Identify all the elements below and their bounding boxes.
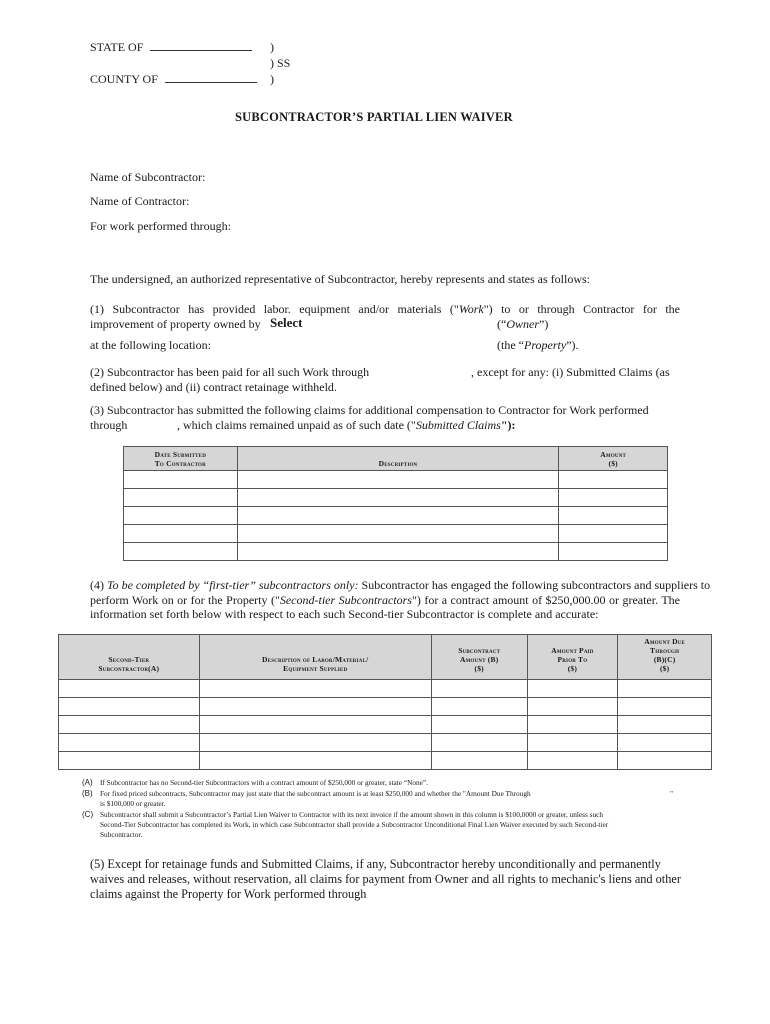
cell-date[interactable]: [124, 543, 238, 561]
paren-2: ): [270, 72, 274, 86]
h2-col4-line2: Prior To: [557, 655, 588, 664]
footnote-c: [82, 810, 712, 840]
footnote-a-label: (A): [82, 778, 93, 787]
subcontractor-name-label: Name of Subcontractor:: [90, 170, 206, 184]
cell-date[interactable]: [124, 525, 238, 543]
footnote-c-text2: Second-Tier Subcontractor has completed its Work, in which case Subcontractor shall provide a Subcontractor Unconditional Final Lien Waiver executed by such Second-tier: [100, 820, 609, 829]
p4-line1-b: Subcontractor has engaged the following subcontractors and suppliers to: [358, 578, 711, 592]
cell-amount-paid[interactable]: [527, 734, 618, 752]
p1-line1-a: (1) Subcontractor has provided labor. equipment and/or materials (": [90, 302, 459, 316]
table-row: [124, 507, 668, 525]
paragraph-1-line-1: [90, 302, 680, 317]
property-open: (the “: [497, 338, 524, 352]
cell-amount-due[interactable]: [618, 716, 712, 734]
p5-line2: waives and releases, without reservation, all claims for payment from Owner and all rights to mechanic's liens and other: [90, 872, 681, 886]
table-row: [59, 680, 712, 698]
footnote-b-tail: ": [670, 789, 673, 798]
h2-col3-line1: Subcontract: [458, 646, 501, 655]
cell-subcontractor[interactable]: [59, 752, 200, 770]
header-description: [237, 447, 559, 471]
page-title: SUBCONTRACTOR’S PARTIAL LIEN WAIVER: [235, 110, 513, 124]
header-description-text: Description: [378, 459, 418, 468]
p4-line2-wrap: [90, 593, 680, 608]
p3-line2-rest: [177, 418, 516, 433]
cell-subcontract-amount[interactable]: [431, 680, 527, 698]
p4-line1-wrap: [90, 578, 711, 593]
h2-col2-line1: Description of Labor/Material/: [262, 655, 369, 664]
footnote-c-text3: Subcontractor.: [100, 830, 143, 839]
cell-date[interactable]: [124, 471, 238, 489]
p3-line1: (3) Subcontractor has submitted the following claims for additional compensation to Contractor for Work performed: [90, 403, 649, 417]
owner-select[interactable]: Select: [270, 315, 303, 330]
table-row: [124, 471, 668, 489]
cell-description[interactable]: [237, 543, 559, 561]
header-second-tier: [59, 635, 200, 680]
cell-subcontract-amount[interactable]: [431, 752, 527, 770]
second-tier-table: [58, 634, 712, 770]
footnote-c-text: Subcontractor shall submit a Subcontractor’s Partial Lien Waiver to Contractor with its next invoice if the amount shown in this column is $100,0000 or greater, unless such: [100, 810, 604, 819]
cell-amount-paid[interactable]: [527, 752, 618, 770]
p4-line1-a: (4): [90, 578, 107, 592]
cell-description[interactable]: [199, 734, 431, 752]
table-row: [124, 543, 668, 561]
header-amount: [559, 447, 668, 471]
h2-col5-line3: (B)(C): [653, 655, 676, 664]
p4-line2-a: perform Work on or for the Property (": [90, 593, 280, 607]
cell-description[interactable]: [237, 507, 559, 525]
p4-line1: [90, 578, 711, 593]
cell-description[interactable]: [237, 471, 559, 489]
paren-1: ): [270, 40, 274, 54]
footnote-b: [82, 789, 712, 809]
contractor-name-label: Name of Contractor:: [90, 194, 190, 208]
footnote-b-text: For fixed priced subcontracts, Subcontractor may just state that the subcontract amount is at least $250,000 and whether the "Amount Due Through: [100, 789, 531, 798]
p1-line1-b: ") to or through Contractor for the: [483, 302, 681, 316]
owner-close: ”): [539, 317, 549, 331]
cell-date[interactable]: [124, 489, 238, 507]
cell-amount[interactable]: [559, 489, 668, 507]
cell-amount-due[interactable]: [618, 698, 712, 716]
cell-subcontract-amount[interactable]: [431, 716, 527, 734]
h2-col1-line1: Second-Tier: [108, 655, 150, 664]
footnote-a-text: If Subcontractor has no Second-tier Subcontractors with a contract amount of $250,000 or greater, state “None”.: [100, 778, 428, 787]
p5-line3: claims against the Property for Work performed through: [90, 887, 367, 901]
cell-amount[interactable]: [559, 543, 668, 561]
footnote-a: [82, 778, 712, 788]
h2-col5-line2: Through: [650, 646, 680, 655]
cell-subcontract-amount[interactable]: [431, 698, 527, 716]
cell-amount-due[interactable]: [618, 680, 712, 698]
owner-definition: [497, 317, 548, 332]
h2-col4-line3: ($): [567, 664, 578, 673]
property-term: Property: [523, 338, 567, 352]
p5-line1: (5) Except for retainage funds and Submitted Claims, if any, Subcontractor hereby unconditionally and permanently: [90, 857, 661, 871]
table-row: [59, 734, 712, 752]
cell-amount-paid[interactable]: [527, 716, 618, 734]
cell-amount-paid[interactable]: [527, 698, 618, 716]
cell-description[interactable]: [199, 680, 431, 698]
cell-description[interactable]: [199, 752, 431, 770]
cell-subcontractor[interactable]: [59, 698, 200, 716]
cell-subcontractor[interactable]: [59, 716, 200, 734]
table-row: [59, 698, 712, 716]
cell-description[interactable]: [237, 489, 559, 507]
footnote-b-label: (B): [82, 789, 93, 798]
header-date-submitted: [124, 447, 238, 471]
table-row: [59, 716, 712, 734]
footnote-b-text2: is $100,000 or greater.: [100, 799, 166, 808]
p4-first-tier-note: To be completed by “first-tier” subcontractors only:: [107, 578, 359, 592]
cell-amount[interactable]: [559, 507, 668, 525]
header-date-line1: Date Submitted: [154, 449, 207, 459]
cell-subcontractor[interactable]: [59, 734, 200, 752]
table-row: [124, 525, 668, 543]
owner-open: (“: [497, 317, 507, 331]
state-of-blank[interactable]: [150, 40, 252, 51]
intro-paragraph: The undersigned, an authorized representative of Subcontractor, hereby represents and states as follows:: [90, 272, 591, 286]
p1-work-term: Work: [458, 302, 484, 316]
state-of-label: STATE OF: [90, 40, 144, 54]
p4-line2: [90, 593, 680, 608]
submitted-claims-term: Submitted Claims: [415, 418, 501, 432]
header-amount-due: [618, 635, 712, 680]
header-amount-line1: Amount: [600, 449, 627, 459]
owner-term: Owner: [506, 317, 539, 331]
header-description-supplied: [199, 635, 431, 680]
cell-subcontractor[interactable]: [59, 680, 200, 698]
cell-amount[interactable]: [559, 525, 668, 543]
p1-line2: improvement of property owned by: [90, 317, 261, 331]
county-of-line: [90, 72, 257, 87]
cell-description[interactable]: [199, 698, 431, 716]
p4-line3: information set forth below with respect to each such Second-tier Subcontractor is complete and accurate:: [90, 607, 599, 621]
h2-col5-line4: ($): [659, 664, 670, 673]
work-through-label: For work performed through:: [90, 219, 231, 233]
state-of-line: [90, 40, 252, 55]
property-definition: [497, 338, 579, 353]
county-of-label: COUNTY OF: [90, 72, 158, 86]
p2-line1-b: , except for any: (i) Submitted Claims (as: [471, 365, 670, 379]
cell-amount[interactable]: [559, 471, 668, 489]
p2-line1-a: (2) Subcontractor has been paid for all such Work through: [90, 365, 370, 379]
header-amount-line2: ($): [608, 458, 618, 468]
cell-amount-due[interactable]: [618, 752, 712, 770]
h2-col2-line2: Equipment Supplied: [283, 664, 348, 673]
h2-col5-line1: Amount Due: [644, 637, 686, 646]
cell-amount-paid[interactable]: [527, 680, 618, 698]
h2-col4-line1: Amount Paid: [551, 646, 594, 655]
cell-amount-due[interactable]: [618, 734, 712, 752]
table-row: [59, 752, 712, 770]
county-of-blank[interactable]: [165, 72, 257, 83]
header-date-line2: To Contractor: [154, 458, 206, 468]
location-label: at the following location:: [90, 338, 211, 352]
header-subcontract-amount: [431, 635, 527, 680]
h2-col1-line2: Subcontractor(A): [98, 664, 160, 673]
p3-line2-c: "):: [500, 418, 516, 432]
second-tier-term: Second-tier Subcontractors: [279, 593, 412, 607]
cell-description[interactable]: [199, 716, 431, 734]
p4-line2-b: ") for a contract amount of $250,000.00 or greater. The: [411, 593, 680, 607]
ss-label: ) SS: [270, 56, 291, 70]
table-row: [124, 489, 668, 507]
h2-col3-line2: Amount (B): [459, 655, 499, 664]
cell-date[interactable]: [124, 507, 238, 525]
p3-line2-a: through: [90, 418, 128, 432]
p1-line1: [90, 302, 680, 317]
property-close: ”).: [566, 338, 579, 352]
p2-line2: defined below) and (ii) contract retainage withheld.: [90, 380, 337, 394]
footnote-c-label: (C): [82, 810, 94, 819]
h2-col3-line3: ($): [474, 664, 484, 673]
cell-subcontract-amount[interactable]: [431, 734, 527, 752]
submitted-claims-table: [123, 446, 668, 561]
cell-description[interactable]: [237, 525, 559, 543]
p3-line2-b: , which claims remained unpaid as of such date (": [177, 418, 416, 432]
header-amount-paid: [527, 635, 618, 680]
